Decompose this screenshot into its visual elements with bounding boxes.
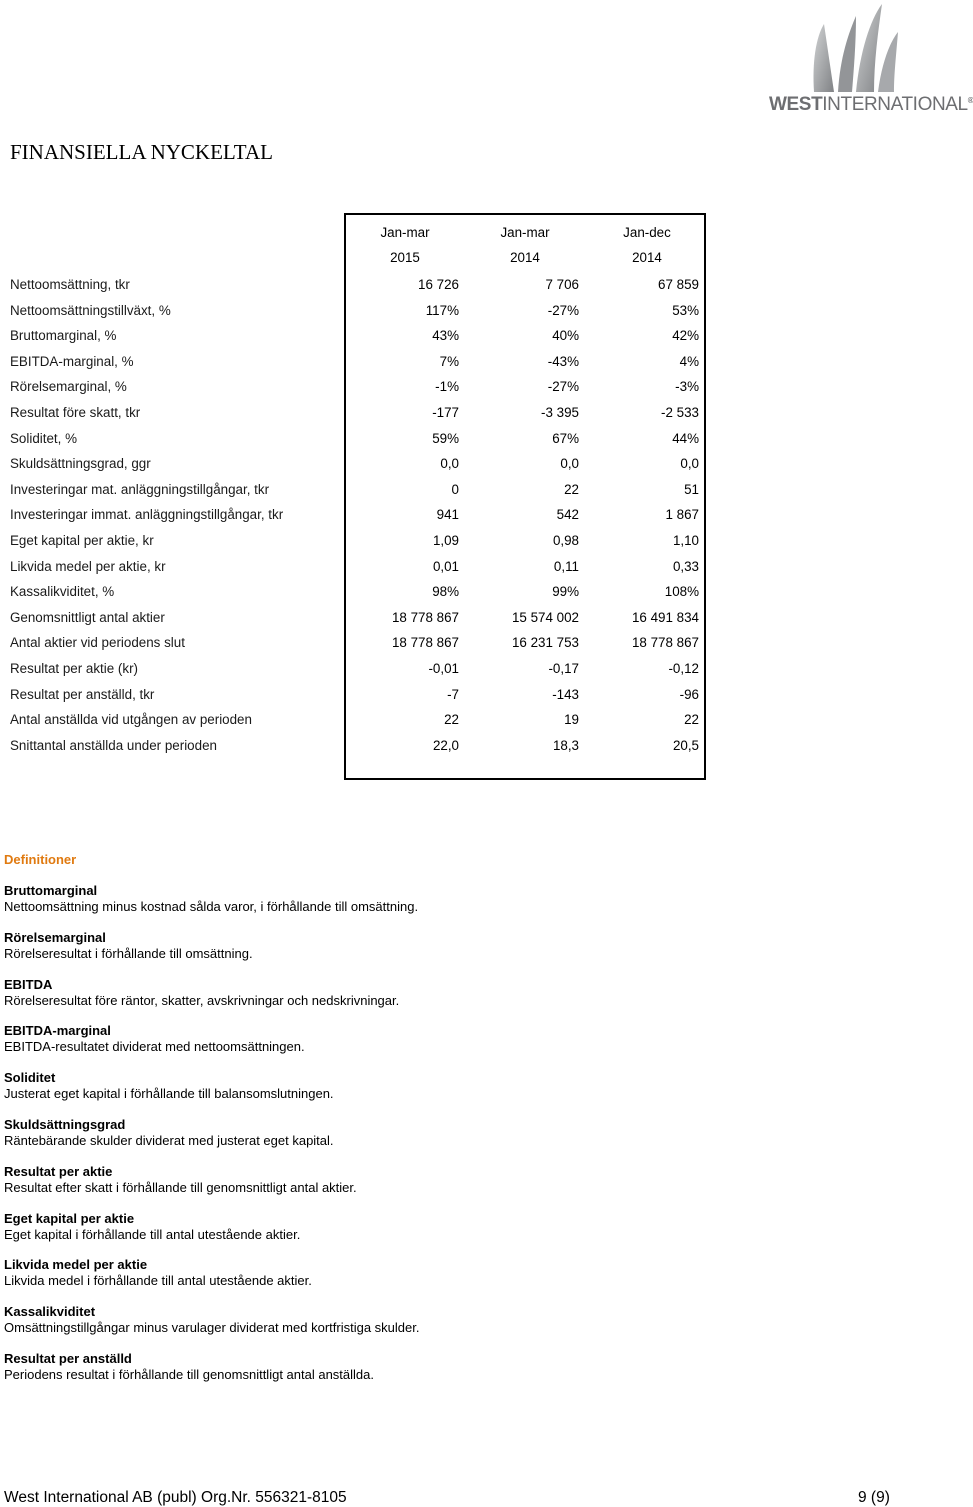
table-cell-value: 99% — [552, 584, 579, 599]
row-label: Soliditet, % — [10, 431, 77, 446]
table-cell-value: 0,01 — [432, 559, 459, 574]
table-cell-value: 98% — [432, 584, 459, 599]
table-cell-value: 542 — [556, 507, 579, 522]
table-cell-value: 22,0 — [432, 738, 459, 753]
definition-description: Rörelseresultat före räntor, skatter, avskrivningar och nedskrivningar. — [4, 993, 400, 1008]
table-cell-value: 18 778 867 — [391, 635, 459, 650]
definition-description: Likvida medel i förhållande till antal utestående aktier. — [4, 1273, 312, 1288]
definition-item — [4, 930, 253, 962]
table-cell-value: 16 491 834 — [631, 610, 699, 625]
row-label: Investeringar mat. anläggningstillgångar, tkr — [10, 482, 270, 497]
definition-item — [4, 1351, 374, 1383]
definition-item — [4, 1164, 357, 1196]
table-cell-value: -3 395 — [541, 405, 579, 420]
definition-description: Rörelseresultat i förhållande till omsättning. — [4, 946, 253, 961]
table-cell-value: -27% — [547, 379, 579, 394]
definition-term: Bruttomarginal — [4, 883, 98, 898]
table-cell-value: -3% — [675, 379, 699, 394]
footer-page-number: 9 (9) — [858, 1489, 890, 1506]
table-cell-value: 20,5 — [672, 738, 699, 753]
table-cell-value: 15 574 002 — [511, 610, 579, 625]
definition-item — [4, 1070, 334, 1102]
table-cell-value: 0,0 — [440, 456, 459, 471]
definition-item — [4, 1211, 300, 1243]
row-label: Snittantal anställda under perioden — [10, 738, 217, 753]
row-label: EBITDA-marginal, % — [10, 354, 134, 369]
table-cell-value: 1,10 — [672, 533, 699, 548]
definition-description: EBITDA-resultatet dividerat med nettoomsättningen. — [4, 1039, 305, 1054]
table-cell-value: -0,01 — [428, 661, 459, 676]
table-cell-value: 16 726 — [418, 277, 459, 292]
row-label: Skuldsättningsgrad, ggr — [10, 456, 151, 471]
table-cell-value: 18,3 — [552, 738, 579, 753]
definition-term: Kassalikviditet — [4, 1304, 96, 1319]
table-cell-value: 51 — [684, 482, 699, 497]
table-cell-value: -96 — [679, 687, 699, 702]
table-cell-value: 16 231 753 — [511, 635, 579, 650]
table-cell-value: 7 706 — [545, 277, 579, 292]
column-header-year: 2014 — [510, 250, 540, 265]
column-header-year: 2014 — [632, 250, 662, 265]
column-header-period: Jan-mar — [380, 225, 430, 240]
table-cell-value: 0,11 — [553, 559, 579, 574]
trademark-symbol: ® — [967, 96, 973, 105]
row-label: Rörelsemarginal, % — [10, 379, 127, 394]
table-cell-value: -0,17 — [548, 661, 579, 676]
table-cell-value: 22 — [444, 712, 459, 727]
row-label: Antal aktier vid periodens slut — [10, 635, 185, 650]
table-cell-value: 67% — [552, 431, 579, 446]
table-cell-value: 4% — [679, 354, 699, 369]
definition-description: Resultat efter skatt i förhållande till genomsnittligt antal aktier. — [4, 1180, 357, 1195]
definition-item — [4, 1257, 312, 1289]
table-cell-value: 67 859 — [658, 277, 699, 292]
table-cell-value: 53% — [672, 303, 699, 318]
table-cell-value: -7 — [447, 687, 459, 702]
logo-mark-icon — [794, 2, 924, 94]
column-header-period: Jan-dec — [623, 225, 671, 240]
table-cell-value: 18 778 867 — [631, 635, 699, 650]
row-label: Nettoomsättning, tkr — [10, 277, 130, 292]
definition-item — [4, 1117, 334, 1149]
definition-term: EBITDA — [4, 977, 53, 992]
definition-description: Räntebärande skulder dividerat med justerat eget kapital. — [4, 1133, 334, 1148]
row-label: Likvida medel per aktie, kr — [10, 559, 166, 574]
row-label: Investeringar immat. anläggningstillgångar, tkr — [10, 507, 284, 522]
table-cell-value: 108% — [664, 584, 699, 599]
row-label: Resultat före skatt, tkr — [10, 405, 141, 420]
table-cell-value: 7% — [439, 354, 459, 369]
table-cell-value: 0 — [451, 482, 459, 497]
definition-term: Likvida medel per aktie — [4, 1257, 148, 1272]
table-cell-value: 117% — [425, 303, 459, 318]
column-header-period: Jan-mar — [500, 225, 550, 240]
table-cell-value: 43% — [432, 328, 459, 343]
table-cell-value: 0,98 — [552, 533, 579, 548]
table-cell-value: -2 533 — [661, 405, 699, 420]
definition-term: Resultat per aktie — [4, 1164, 113, 1179]
row-label: Bruttomarginal, % — [10, 328, 117, 343]
definition-description: Nettoomsättning minus kostnad sålda varor, i förhållande till omsättning. — [4, 899, 419, 914]
row-label: Nettoomsättningstillväxt, % — [10, 303, 171, 318]
company-logo — [760, 2, 973, 115]
logo-text-international: INTERNATIONAL — [822, 94, 968, 115]
definition-item — [4, 883, 418, 915]
table-cell-value: 40% — [552, 328, 579, 343]
logo-text-west: WEST — [769, 94, 823, 115]
row-label: Eget kapital per aktie, kr — [10, 533, 154, 548]
definition-item — [4, 977, 399, 1009]
footer-company: West International AB (publ) Org.Nr. 556321-8105 — [4, 1489, 347, 1506]
row-label: Resultat per aktie (kr) — [10, 661, 138, 676]
definition-description: Periodens resultat i förhållande till genomsnittligt antal anställda. — [4, 1367, 374, 1382]
definition-description: Justerat eget kapital i förhållande till balansomslutningen. — [4, 1086, 334, 1101]
definition-term: Rörelsemarginal — [4, 930, 106, 945]
table-cell-value: 22 — [564, 482, 579, 497]
table-cell-value: 0,33 — [672, 559, 699, 574]
page-title: FINANSIELLA NYCKELTAL — [10, 140, 273, 164]
definition-item — [4, 1023, 305, 1055]
table-cell-value: -177 — [432, 405, 459, 420]
table-cell-value: 0,0 — [680, 456, 699, 471]
definition-term: Eget kapital per aktie — [4, 1211, 135, 1226]
definition-description: Omsättningstillgångar minus varulager dividerat med kortfristiga skulder. — [4, 1320, 420, 1335]
definitions-heading: Definitioner — [4, 852, 77, 867]
table-cell-value: -27% — [547, 303, 579, 318]
definition-term: Resultat per anställd — [4, 1351, 132, 1366]
definition-term: Skuldsättningsgrad — [4, 1117, 126, 1132]
definition-description: Eget kapital i förhållande till antal utestående aktier. — [4, 1227, 301, 1242]
table-cell-value: 1,09 — [432, 533, 459, 548]
column-header-year: 2015 — [390, 250, 420, 265]
row-label: Kassalikviditet, % — [10, 584, 115, 599]
table-cell-value: 18 778 867 — [391, 610, 459, 625]
table-cell-value: 59% — [432, 431, 459, 446]
table-cell-value: -143 — [552, 687, 579, 702]
table-cell-value: 44% — [672, 431, 699, 446]
definition-term: EBITDA-marginal — [4, 1023, 111, 1038]
row-label: Genomsnittligt antal aktier — [10, 610, 165, 625]
table-cell-value: 22 — [684, 712, 699, 727]
definition-item — [4, 1304, 419, 1336]
row-label: Resultat per anställd, tkr — [10, 687, 155, 702]
definition-term: Soliditet — [4, 1070, 56, 1085]
table-cell-value: 19 — [564, 712, 579, 727]
table-cell-value: 1 867 — [665, 507, 699, 522]
table-cell-value: 42% — [672, 328, 699, 343]
table-cell-value: 0,0 — [560, 456, 579, 471]
table-cell-value: -1% — [435, 379, 459, 394]
table-cell-value: 941 — [436, 507, 459, 522]
row-label: Antal anställda vid utgången av perioden — [10, 712, 252, 727]
table-cell-value: -43% — [547, 354, 579, 369]
table-cell-value: -0,12 — [668, 661, 699, 676]
